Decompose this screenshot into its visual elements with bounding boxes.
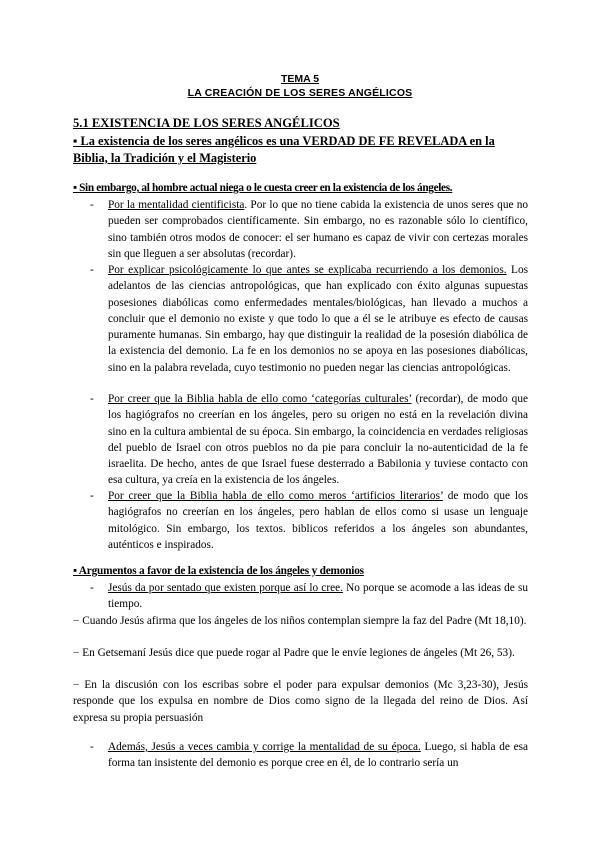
arguments-heading: ▪ Argumentos a favor de la existencia de los ángeles y demonios: [73, 565, 364, 577]
objections-heading: ▪ Sin embargo, al hombre actual niega o le cuesta creer en la existencia de los ángeles.: [73, 182, 453, 194]
argument-lead: Jesús da por sentado que existen porque así lo cree.: [108, 582, 343, 594]
argument-text: No porque se acomode a las ideas de su tiempo.: [108, 582, 528, 611]
objection-item: [108, 391, 528, 489]
objection-item: [108, 488, 528, 553]
title-block: [0, 72, 600, 100]
list-dash: -: [90, 199, 94, 211]
argument-text: Luego, si habla de esa forma tan insistente del demonio es porque cree en él, de lo contrario sería un: [108, 741, 528, 770]
objection-lead: Por la mentalidad cientificista: [108, 199, 245, 211]
argument-item: [108, 580, 528, 613]
argument-point: − En Getsemaní Jesús dice que puede rogar al Padre que le envíe legiones de ángeles (Mt 26, 53).: [73, 647, 515, 659]
list-dash: -: [90, 264, 94, 276]
objection-item: [108, 262, 528, 376]
objection-text: (recordar), de modo que los hagiógrafos no creerían en los ángeles, pero su origen no está en la revelación divina sino en la cultura ambiental de su época. Sin embargo, la coincidencia en verdades religiosas del pueblo de Israel con otros pueblos no da pie para concluir la no-autenticidad de la fe israelita. De hecho, antes de que Israel fuese desterrado a Babilonia y tuviese contacto con esa cultura, ya creía en la existencia de los ángeles.: [108, 393, 528, 487]
argument-lead: Además, Jesús a veces cambia y corrige la mentalidad de su época.: [108, 741, 421, 753]
thesis-statement: ▪ La existencia de los seres angélicos es una VERDAD DE FE REVELADA en la Biblia, la Tradición y el Magisterio: [73, 134, 495, 165]
list-dash: -: [90, 741, 94, 753]
objection-text: . Por lo que no tiene cabida la existencia de unos seres que no pueden ser comprobados científicamente. Sin embargo, no es razonable sólo lo científico, sino también otros modos de conocer: el ser humano es capaz de vivir con certezas morales sin que lleguen a ser absolutas (recordar).: [108, 199, 528, 260]
section-heading: 5.1 EXISTENCIA DE LOS SERES ANGÉLICOS: [73, 116, 340, 130]
objection-item: [108, 197, 528, 262]
argument-item: [108, 739, 528, 772]
list-dash: -: [90, 582, 94, 594]
objection-lead: Por creer que la Biblia habla de ello como ‘categorías culturales’: [108, 393, 412, 405]
argument-point: − Cuando Jesús afirma que los ángeles de los niños contemplan siempre la faz del Padre (Mt 18,10).: [73, 615, 527, 627]
objection-lead: Por explicar psicológicamente lo que antes se explicaba recurriendo a los demonios.: [108, 264, 507, 276]
objection-text: de modo que los hagiógrafos no creerían en los ángeles, pero hablan de ellos como si usase un lenguaje mitológico. Sin embargo, los textos. biblicos referidos a los ángeles son abundantes, auténticos e inspirados.: [108, 490, 528, 551]
objection-text: Los adelantos de las ciencias antropológicas, que han explicado con éxito algunas supuestas posesiones diabólicas como enfermedades mentales/biológicas, han llevado a muchos a concluir que el demonio no existe y que todo lo que a él se le atribuye es efecto de causas puramente humanas. Sin embargo, hay que distinguir la realidad de la posesión diabólica de la existencia del demonio. La fe en los demonios no se apoya en las posesiones diabólicas, sino en la palabra revelada, cuyo testimonio no pueden negar las ciencias antropológicas.: [108, 264, 529, 374]
list-dash: -: [90, 490, 94, 502]
argument-point: − En la discusión con los escribas sobre el poder para expulsar demonios (Mc 3,23-30), Jesús responde que los expulsa en nombre de Dios como signo de la llegada del reino de Dios. Así expresa su propia persuasión: [73, 679, 528, 724]
document-title: LA CREACIÓN DE LOS SERES ANGÉLICOS: [187, 87, 413, 99]
objection-lead: Por creer que la Biblia habla de ello como meros ‘artificios literarios’: [108, 490, 443, 502]
list-dash: -: [90, 393, 94, 405]
tema-label: TEMA 5: [280, 73, 320, 85]
